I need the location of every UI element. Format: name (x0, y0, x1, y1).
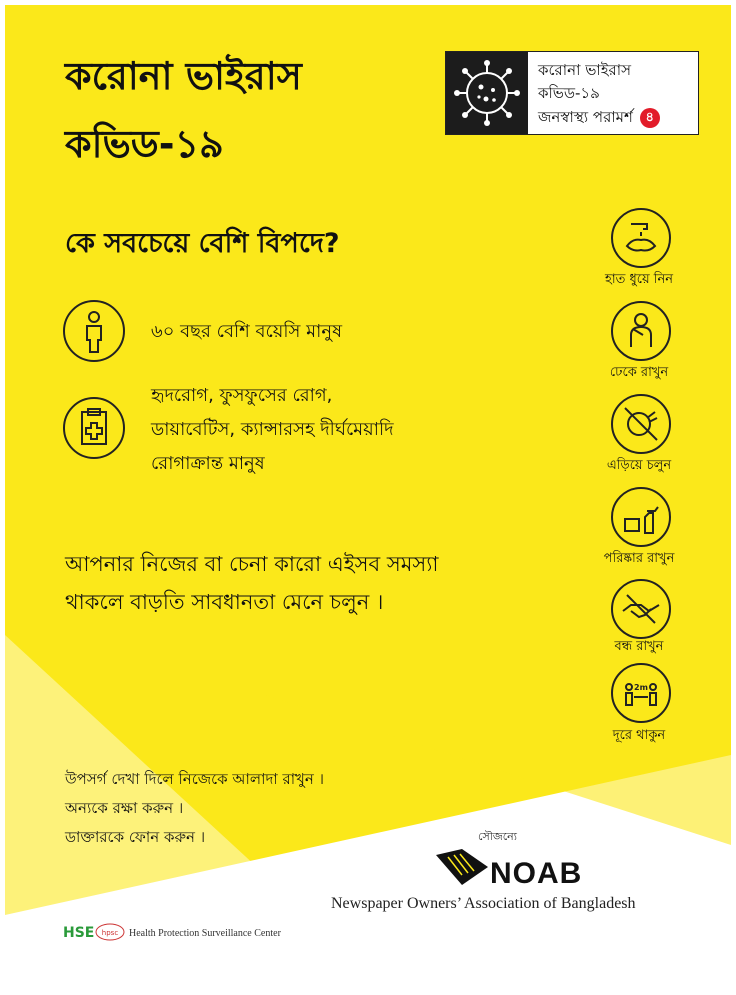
symptoms-text (65, 765, 324, 852)
side-label-avoid: এড়িয়ে চলুন (606, 458, 672, 473)
symptoms-line3: ডাক্তারকে ফোন করুন । (65, 828, 206, 846)
badge-line1: করোনা ভাইরাস (538, 61, 632, 79)
risk-elderly-text: ৬০ বছর বেশি বয়েসি মানুষ (151, 321, 343, 342)
hpsc-name: Health Protection Surveillance Center (129, 928, 281, 939)
hpsc-mark-text: hpsc (101, 929, 119, 937)
elderly-person-icon (63, 300, 125, 362)
medical-report-icon (63, 397, 125, 459)
hse-logo-text: HSE (63, 925, 95, 941)
badge-number: ৪ (640, 108, 660, 128)
wash-hands-icon (611, 208, 671, 268)
advice-line1: আপনার নিজের বা চেনা কারো এইসব সমস্যা (65, 552, 439, 576)
badge-line3-text: জনস্বাস্থ্য পরামর্শ (538, 108, 633, 126)
distance-label: 2m (634, 683, 648, 692)
badge-line3 (538, 106, 660, 131)
clean-spray-icon (611, 487, 671, 547)
risk-chronic-text (151, 379, 394, 481)
risk-chronic-line1: হৃদরোগ, ফুসফুসের রোগ, (151, 385, 333, 406)
poster (5, 5, 731, 985)
title-line1: করোনা ভাইরাস (65, 54, 302, 98)
side-label-handshake: বন্ধ রাখুন (614, 639, 664, 654)
hpsc-logo (63, 920, 127, 944)
cover-cough-icon (611, 301, 671, 361)
title-line2: কভিড-১৯ (65, 122, 224, 166)
avoid-touching-face-icon (611, 394, 671, 454)
advice-text (65, 545, 438, 621)
badge-line2: কভিড-১৯ (538, 84, 600, 102)
no-handshake-icon (611, 579, 671, 639)
virus-icon (446, 52, 528, 134)
symptoms-line2: অন্যকে রক্ষা করুন । (65, 799, 184, 817)
advisory-badge (445, 51, 699, 135)
side-label-wash: হাত ধুয়ে নিন (604, 272, 674, 287)
question-heading: কে সবচেয়ে বেশি বিপদে? (65, 228, 340, 259)
side-label-clean: পরিষ্কার রাখুন (603, 551, 675, 566)
risk-chronic-line2: ডায়াবেটিস, ক্যান্সারসহ দীর্ঘমেয়াদি (151, 419, 394, 440)
association-name: Newspaper Owners’ Association of Bangladesh (331, 895, 636, 912)
noab-wordmark: NOAB (490, 857, 583, 890)
symptoms-line1: উপসর্গ দেখা দিলে নিজেকে আলাদা রাখুন । (65, 770, 324, 788)
side-label-cover: ঢেকে রাখুন (609, 365, 669, 380)
advice-line2: থাকলে বাড়তি সাবধানতা মেনে চলুন । (65, 590, 384, 614)
distance-icon (611, 663, 671, 723)
side-label-distance: দূরে থাকুন (612, 728, 666, 743)
risk-chronic-line3: রোগাক্রান্ত মানুষ (151, 453, 265, 474)
courtesy-label: সৌজন্যে (478, 830, 517, 843)
noab-logo-icon (432, 845, 490, 889)
